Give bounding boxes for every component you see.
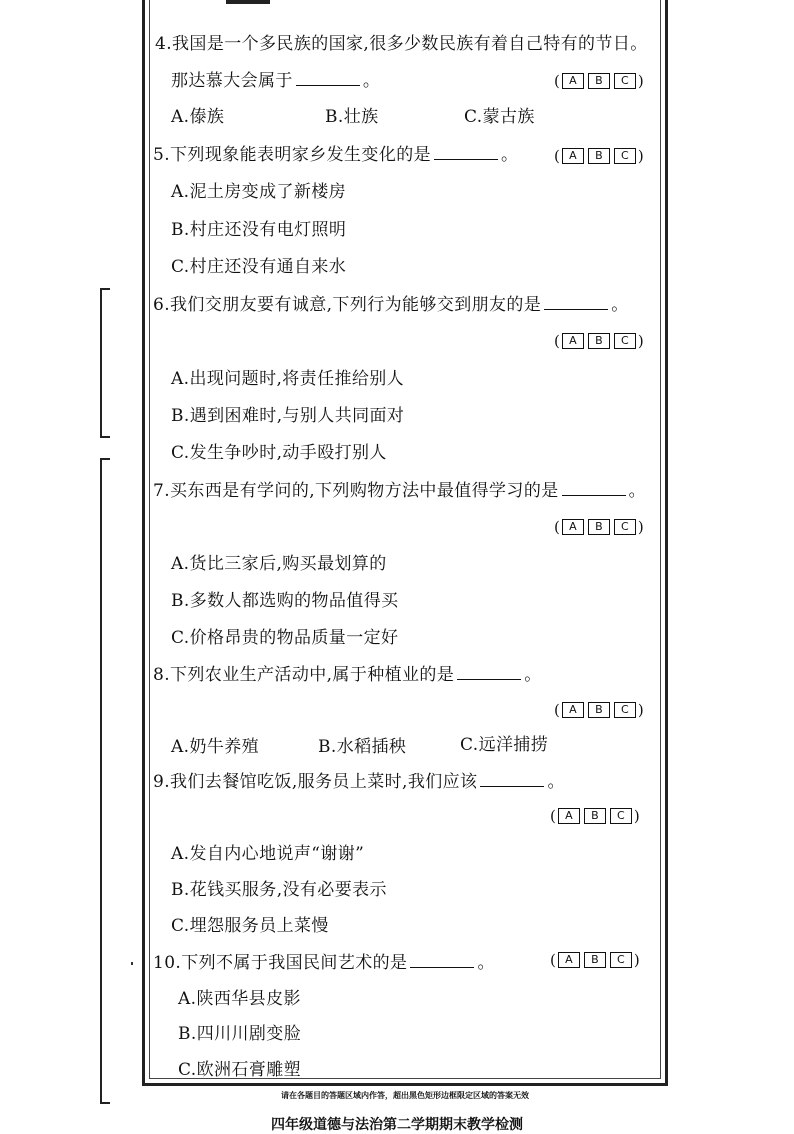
answer-blank[interactable] [457,665,521,680]
answer-choices-q6: ( A B C ) [554,332,644,350]
question-6-option-a: A.出现问题时,将责任推给别人 [171,369,405,389]
question-7-option-b: B.多数人都选购的物品值得买 [171,591,399,611]
answer-choices-q9: ( A B C ) [550,807,640,825]
choice-box-b[interactable]: B [588,148,610,164]
question-10-option-a: A.陕西华县皮影 [178,989,301,1009]
question-10-option-b: B.四川川剧变脸 [178,1024,302,1044]
answer-blank[interactable] [434,145,498,160]
question-8-option-c: C.远洋捕捞 [460,735,549,755]
choice-box-c[interactable]: C [614,333,636,349]
choice-box-c[interactable]: C [614,702,636,718]
question-8-option-a: A.奶牛养殖 [171,737,260,757]
question-9-option-c: C.埋怨服务员上菜慢 [171,916,329,936]
choice-box-c[interactable]: C [614,519,636,535]
answer-blank[interactable] [480,772,544,787]
question-6-option-c: C.发生争吵时,动手殴打别人 [171,443,387,463]
choice-box-a[interactable]: A [562,73,584,89]
choice-box-b[interactable]: B [584,808,606,824]
exam-title-cut-off: 四年级道德与法治第二学期期末教学检测 [271,1117,523,1133]
binding-bracket-upper [100,288,110,438]
choice-box-b[interactable]: B [588,333,610,349]
choice-box-a[interactable]: A [562,519,584,535]
question-8-option-b: B.水稻插秧 [318,737,407,757]
choice-box-c[interactable]: C [610,808,632,824]
answer-blank[interactable] [296,71,360,86]
question-7-stem: 7.买东西是有学问的,下列购物方法中最值得学习的是 。 [153,481,647,501]
choice-box-a[interactable]: A [558,808,580,824]
question-6-stem: 6.我们交朋友要有诚意,下列行为能够交到朋友的是 。 [153,295,629,315]
scan-dot [131,962,133,965]
choice-box-a[interactable]: A [562,702,584,718]
question-5-stem: 5.下列现象能表明家乡发生变化的是 。 [153,145,519,165]
question-4-option-a: A.傣族 [171,107,225,127]
choice-box-b[interactable]: B [588,73,610,89]
answer-blank[interactable] [562,481,626,496]
question-7-option-c: C.价格昂贵的物品质量一定好 [171,628,399,648]
question-5-option-c: C.村庄还没有通自来水 [171,257,347,277]
question-10-stem: 10.下列不属于我国民间艺术的是 。 [153,953,495,973]
answer-choices-q5: ( A B C ) [554,147,644,165]
question-4-option-b: B.壮族 [325,107,379,127]
answer-blank[interactable] [544,295,608,310]
choice-box-c[interactable]: C [614,148,636,164]
answer-choices-q8: ( A B C ) [554,701,644,719]
question-5-option-a: A.泥土房变成了新楼房 [171,182,347,202]
question-10-option-c: C.欧洲石膏雕塑 [178,1060,302,1080]
question-4-stem-line2: 那达慕大会属于 。 [171,71,381,91]
answer-choices-q10: ( A B C ) [550,951,640,969]
question-6-option-b: B.遇到困难时,与别人共同面对 [171,406,405,426]
question-4-option-c: C.蒙古族 [464,107,535,127]
choice-box-c[interactable]: C [610,952,632,968]
answer-blank[interactable] [410,953,474,968]
choice-box-c[interactable]: C [614,73,636,89]
question-9-option-b: B.花钱买服务,没有必要表示 [171,880,387,900]
question-4-stem: 4.我国是一个多民族的国家,很多少数民族有着自己特有的节日。 [155,34,648,54]
answer-choices-q4: ( A B C ) [554,72,644,90]
choice-box-a[interactable]: A [558,952,580,968]
question-9-option-a: A.发自内心地说声“谢谢” [171,844,365,864]
question-8-stem: 8.下列农业生产活动中,属于种植业的是 。 [153,665,542,685]
answer-area-footer-note: 请在各题目的答题区域内作答，超出黑色矩形边框限定区域的答案无效 [281,1091,529,1100]
choice-box-b[interactable]: B [588,519,610,535]
choice-box-a[interactable]: A [562,148,584,164]
binding-bracket-lower [100,458,110,1104]
question-7-option-a: A.货比三家后,购买最划算的 [171,554,387,574]
choice-box-b[interactable]: B [588,702,610,718]
answer-choices-q7: ( A B C ) [554,518,644,536]
question-5-option-b: B.村庄还没有电灯照明 [171,220,347,240]
choice-box-b[interactable]: B [584,952,606,968]
choice-box-a[interactable]: A [562,333,584,349]
question-9-stem: 9.我们去餐馆吃饭,服务员上菜时,我们应该 。 [153,772,565,792]
